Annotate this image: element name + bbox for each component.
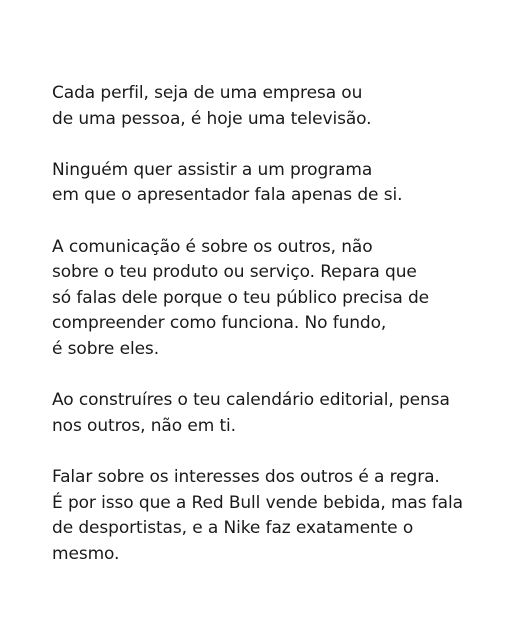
- paragraph-3: [52, 235, 492, 363]
- text-line: Cada perfil, seja de uma empresa ou: [52, 83, 363, 103]
- paragraph-5: [52, 465, 492, 567]
- text-line: Falar sobre os interesses dos outros é a regra.: [52, 466, 440, 487]
- text-line: A comunicação é sobre os outros, não: [52, 236, 373, 257]
- text-line: mesmo.: [52, 543, 120, 564]
- paragraph-1: [52, 81, 492, 132]
- text-line: Ao construíres o teu calendário editorial, pensa: [52, 390, 450, 411]
- body-text: [52, 81, 492, 567]
- text-line: de uma pessoa, é hoje uma televisão.: [52, 108, 372, 129]
- paragraph-4: [52, 388, 492, 439]
- paragraph-2: [52, 158, 492, 209]
- text-line: é sobre eles.: [52, 338, 159, 359]
- text-line: É por isso que a Red Bull vende bebida, mas fala: [52, 492, 463, 513]
- text-line: de desportistas, e a Nike faz exatamente o: [52, 518, 414, 539]
- text-line: sobre o teu produto ou serviço. Repara que: [52, 262, 417, 283]
- text-line: compreender como funciona. No fundo,: [52, 313, 387, 334]
- text-line: Ninguém quer assistir a um programa: [52, 159, 373, 180]
- text-line: nos outros, não em ti.: [52, 415, 236, 436]
- text-line: só falas dele porque o teu público precisa de: [52, 287, 430, 308]
- text-line: em que o apresentador fala apenas de si.: [52, 185, 403, 206]
